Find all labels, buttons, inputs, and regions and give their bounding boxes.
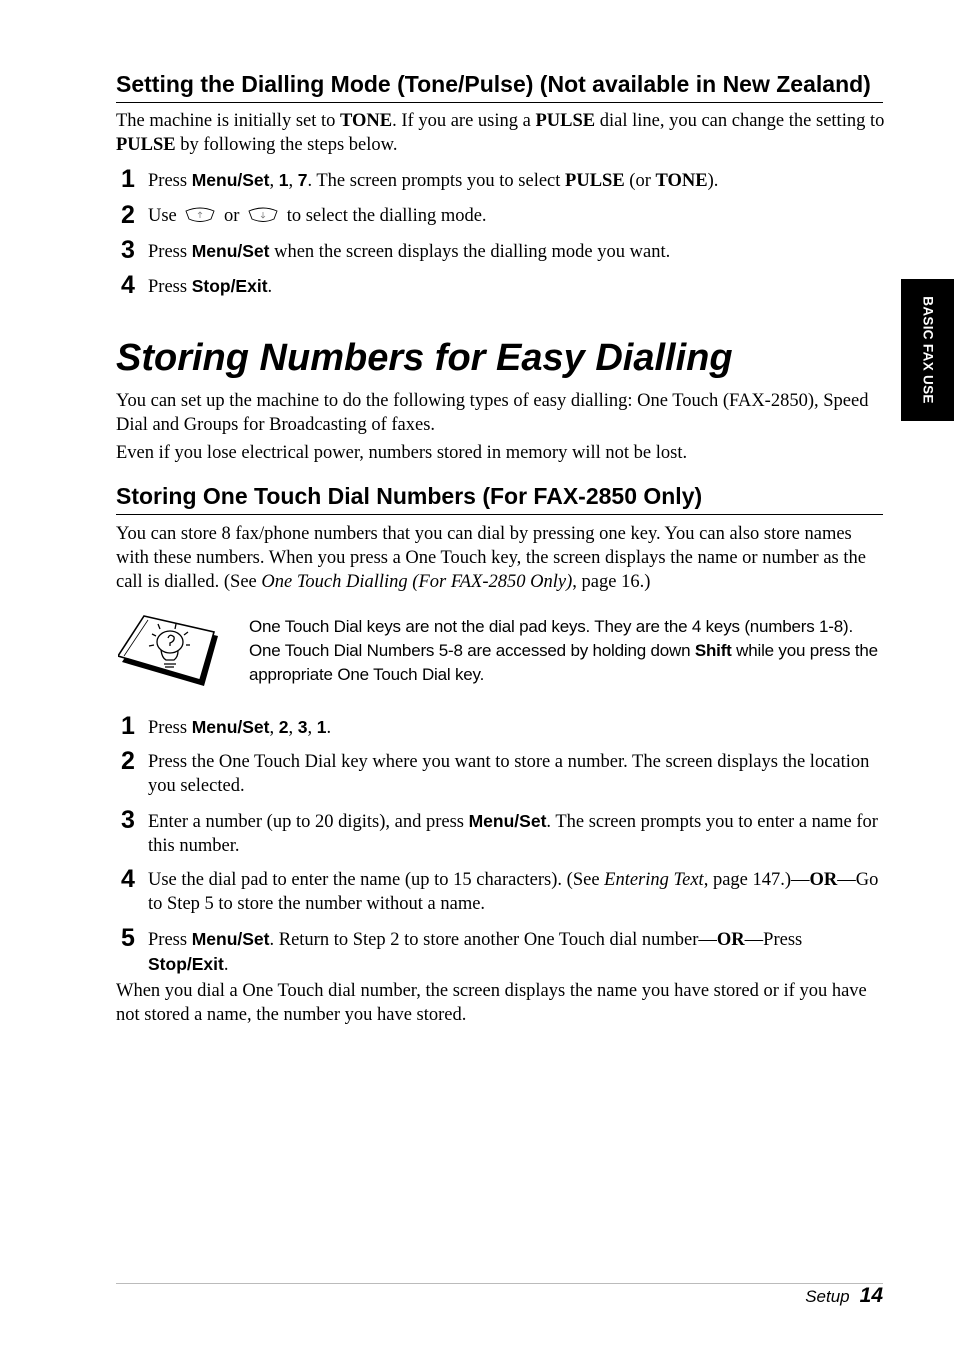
step-number: 1 bbox=[121, 165, 135, 193]
intro-text: . If you are using a bbox=[392, 111, 536, 131]
lightbulb-note-icon bbox=[118, 612, 222, 695]
footer-divider bbox=[116, 1283, 883, 1284]
side-tab bbox=[901, 279, 954, 421]
step-number: 3 bbox=[121, 236, 135, 264]
page-footer bbox=[805, 1284, 883, 1308]
step-number: 3 bbox=[121, 806, 135, 834]
easy-dialling-paragraph: You can set up the machine to do the following types of easy dialling: One Touch (FAX-2850), Speed Dial and Groups for Broadcasting of faxes. bbox=[116, 391, 869, 435]
intro-bold: PULSE bbox=[535, 111, 596, 131]
step-text: Press Menu/Set when the screen displays the dialling mode you want. bbox=[148, 241, 671, 262]
section-heading-one-touch: Storing One Touch Dial Numbers (For FAX-2850 Only) bbox=[116, 482, 883, 515]
step-text: Press Menu/Set, 2, 3, 1. bbox=[148, 717, 332, 738]
step-number: 2 bbox=[121, 747, 135, 775]
step-number: 4 bbox=[121, 271, 135, 299]
step-text: Enter a number (up to 20 digits), and press Menu/Set. The screen prompts you to enter a name for this number. bbox=[148, 811, 878, 856]
up-arrow-key-icon bbox=[184, 206, 216, 231]
intro-text: The machine is initially set to bbox=[116, 111, 341, 131]
side-tab-label: BASIC FAX USE bbox=[920, 296, 935, 404]
step-text: Press Menu/Set. Return to Step 2 to store another One Touch dial number—OR—Press Stop/Exit. bbox=[148, 929, 803, 975]
footer-section: Setup bbox=[805, 1287, 850, 1306]
page-number: 14 bbox=[859, 1284, 883, 1307]
step-text: Press Menu/Set, 1, 7. The screen prompts you to select PULSE (or TONE). bbox=[148, 170, 719, 191]
intro-bold: PULSE bbox=[116, 135, 176, 155]
intro-text: dial line, you can change the setting to bbox=[595, 111, 885, 131]
step-text: Use the dial pad to enter the name (up to 15 characters). (See Entering Text, page 147.)—OR—Go to Step 5 to store the number without a name. bbox=[148, 870, 879, 914]
intro-text: by following the steps below. bbox=[175, 135, 398, 155]
step-number: 4 bbox=[121, 865, 135, 893]
memory-paragraph: Even if you lose electrical power, numbers stored in memory will not be lost. bbox=[116, 443, 688, 463]
page-title: Storing Numbers for Easy Dialling bbox=[116, 337, 733, 379]
down-arrow-key-icon bbox=[247, 206, 279, 231]
dialling-mode-intro bbox=[116, 109, 886, 157]
intro-bold: TONE bbox=[340, 111, 393, 131]
closing-paragraph: When you dial a One Touch dial number, the screen displays the name you have stored or if you have not stored a name, the number you have stored. bbox=[116, 981, 867, 1025]
step-number: 5 bbox=[121, 924, 135, 952]
step-text: Press Stop/Exit. bbox=[148, 276, 273, 297]
note-text: One Touch Dial keys are not the dial pad keys. They are the 4 keys (numbers 1-8). One Touch Dial Numbers 5-8 are accessed by holding down Shift while you press the appropriate One Touch Dial key. bbox=[249, 617, 878, 684]
section-heading-dialling-mode: Setting the Dialling Mode (Tone/Pulse) (Not available in New Zealand) bbox=[116, 70, 883, 103]
step-text: Use or to select the dialling mode. bbox=[148, 204, 886, 231]
step-text: Press the One Touch Dial key where you want to store a number. The screen displays the location you selected. bbox=[148, 752, 870, 796]
step-number: 1 bbox=[121, 712, 135, 740]
one-touch-intro: You can store 8 fax/phone numbers that you can dial by pressing one key. You can also store names with these numbers. When you press a One Touch key, the screen displays the name or number as the call is dialled. (See One Touch Dialling (For FAX-2850 Only), page 16.) bbox=[116, 524, 866, 592]
step-number: 2 bbox=[121, 201, 135, 229]
